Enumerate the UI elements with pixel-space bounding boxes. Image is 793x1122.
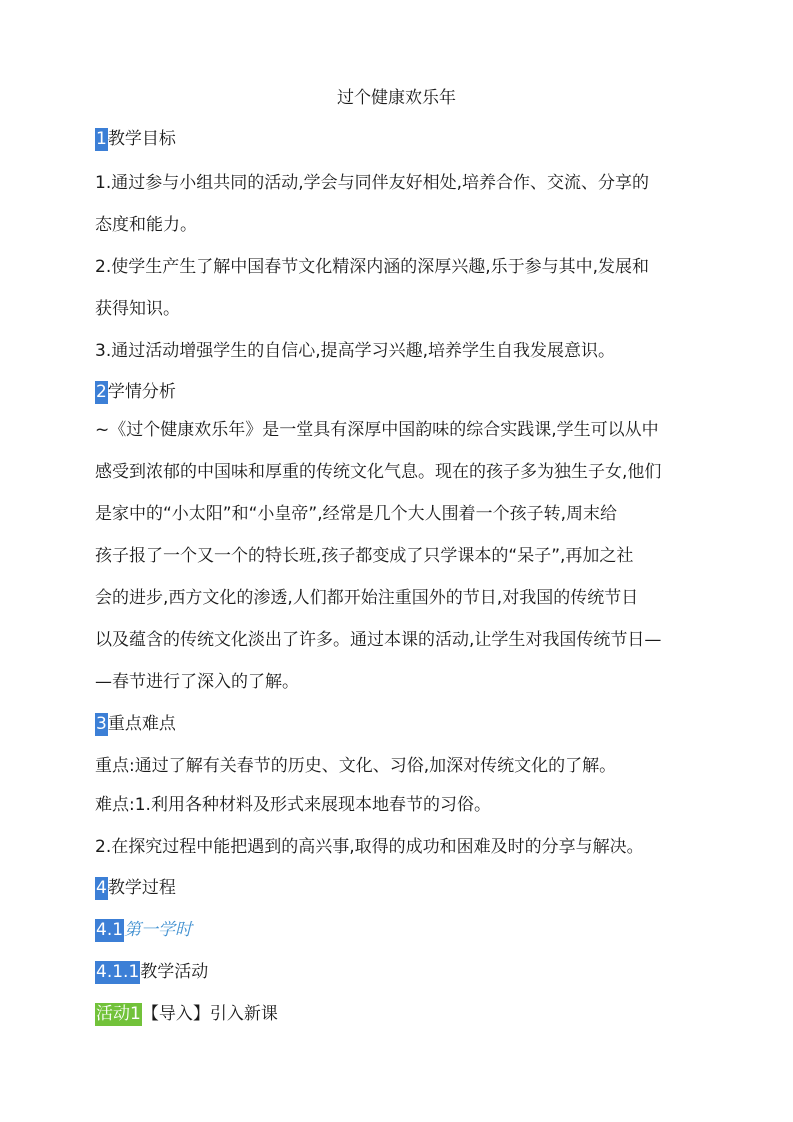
section-heading-process (95, 875, 725, 902)
paragraph-line: 以及蕴含的传统文化淡出了许多。通过本课的活动,让学生对我国传统节日— (95, 630, 662, 650)
paragraph-line: 3.通过活动增强学生的自信心,提高学习兴趣,培养学生自我发展意识。 (95, 341, 616, 361)
section-number: 4 (96, 877, 107, 898)
section-number: 2 (96, 381, 107, 402)
paragraph-line: 1.通过参与小组共同的活动,学会与同伴友好相处,培养合作、交流、分享的 (95, 173, 650, 193)
paragraph-line: 获得知识。 (95, 299, 180, 319)
section-heading-text: 学情分析 (107, 382, 176, 402)
paragraph-line: 重点:通过了解有关春节的历史、文化、习俗,加深对传统文化的了解。 (95, 756, 617, 776)
paragraph-line: 感受到浓郁的中国味和厚重的传统文化气息。现在的孩子多为独生子女,他们 (95, 462, 662, 482)
section-heading-objectives (95, 126, 725, 153)
paragraph-line: 孩子报了一个又一个的特长班,孩子都变成了只学课本的“呆子”,再加之社 (95, 546, 634, 566)
paragraph-line: 2.使学生产生了解中国春节文化精深内涵的深厚兴趣,乐于参与其中,发展和 (95, 257, 650, 277)
paragraph-line: 态度和能力。 (95, 215, 197, 235)
activity-tag: 活动1 (96, 1003, 141, 1024)
document-title: 过个健康欢乐年 (337, 88, 456, 108)
section-heading-analysis (95, 379, 725, 406)
subsection-number: 4.1 (96, 919, 124, 940)
subsection-heading-activities (95, 959, 725, 986)
subsection-number: 4.1.1 (96, 961, 140, 982)
paragraph-line: 是家中的“小太阳”和“小皇帝”,经常是几个大人围着一个孩子转,周末给 (95, 504, 618, 524)
section-heading-text: 重点难点 (107, 714, 176, 734)
activity-heading-text: 【导入】引入新课 (141, 1004, 278, 1024)
subsection-heading-text: 教学活动 (140, 962, 209, 982)
section-heading-keypoints (95, 711, 725, 738)
section-number: 3 (96, 713, 107, 734)
paragraph-line: ~《过个健康欢乐年》是一堂具有深厚中国韵味的综合实践课,学生可以从中 (95, 420, 659, 440)
paragraph-line: 难点:1.利用各种材料及形式来展现本地春节的习俗。 (95, 795, 491, 815)
document-body (95, 124, 725, 1028)
paragraph-line: —春节进行了深入的了解。 (95, 672, 299, 692)
activity-heading (95, 1001, 725, 1028)
section-heading-text: 教学目标 (107, 129, 176, 149)
paragraph-line: 2.在探究过程中能把遇到的高兴事,取得的成功和困难及时的分享与解决。 (95, 837, 644, 857)
subsection-heading-first-period (95, 917, 725, 944)
paragraph-line: 会的进步,西方文化的渗透,人们都开始注重国外的节日,对我国的传统节日 (95, 588, 639, 608)
subsection-heading-text: 第一学时 (124, 920, 193, 940)
section-heading-text: 教学过程 (107, 878, 176, 898)
section-number: 1 (96, 128, 107, 149)
